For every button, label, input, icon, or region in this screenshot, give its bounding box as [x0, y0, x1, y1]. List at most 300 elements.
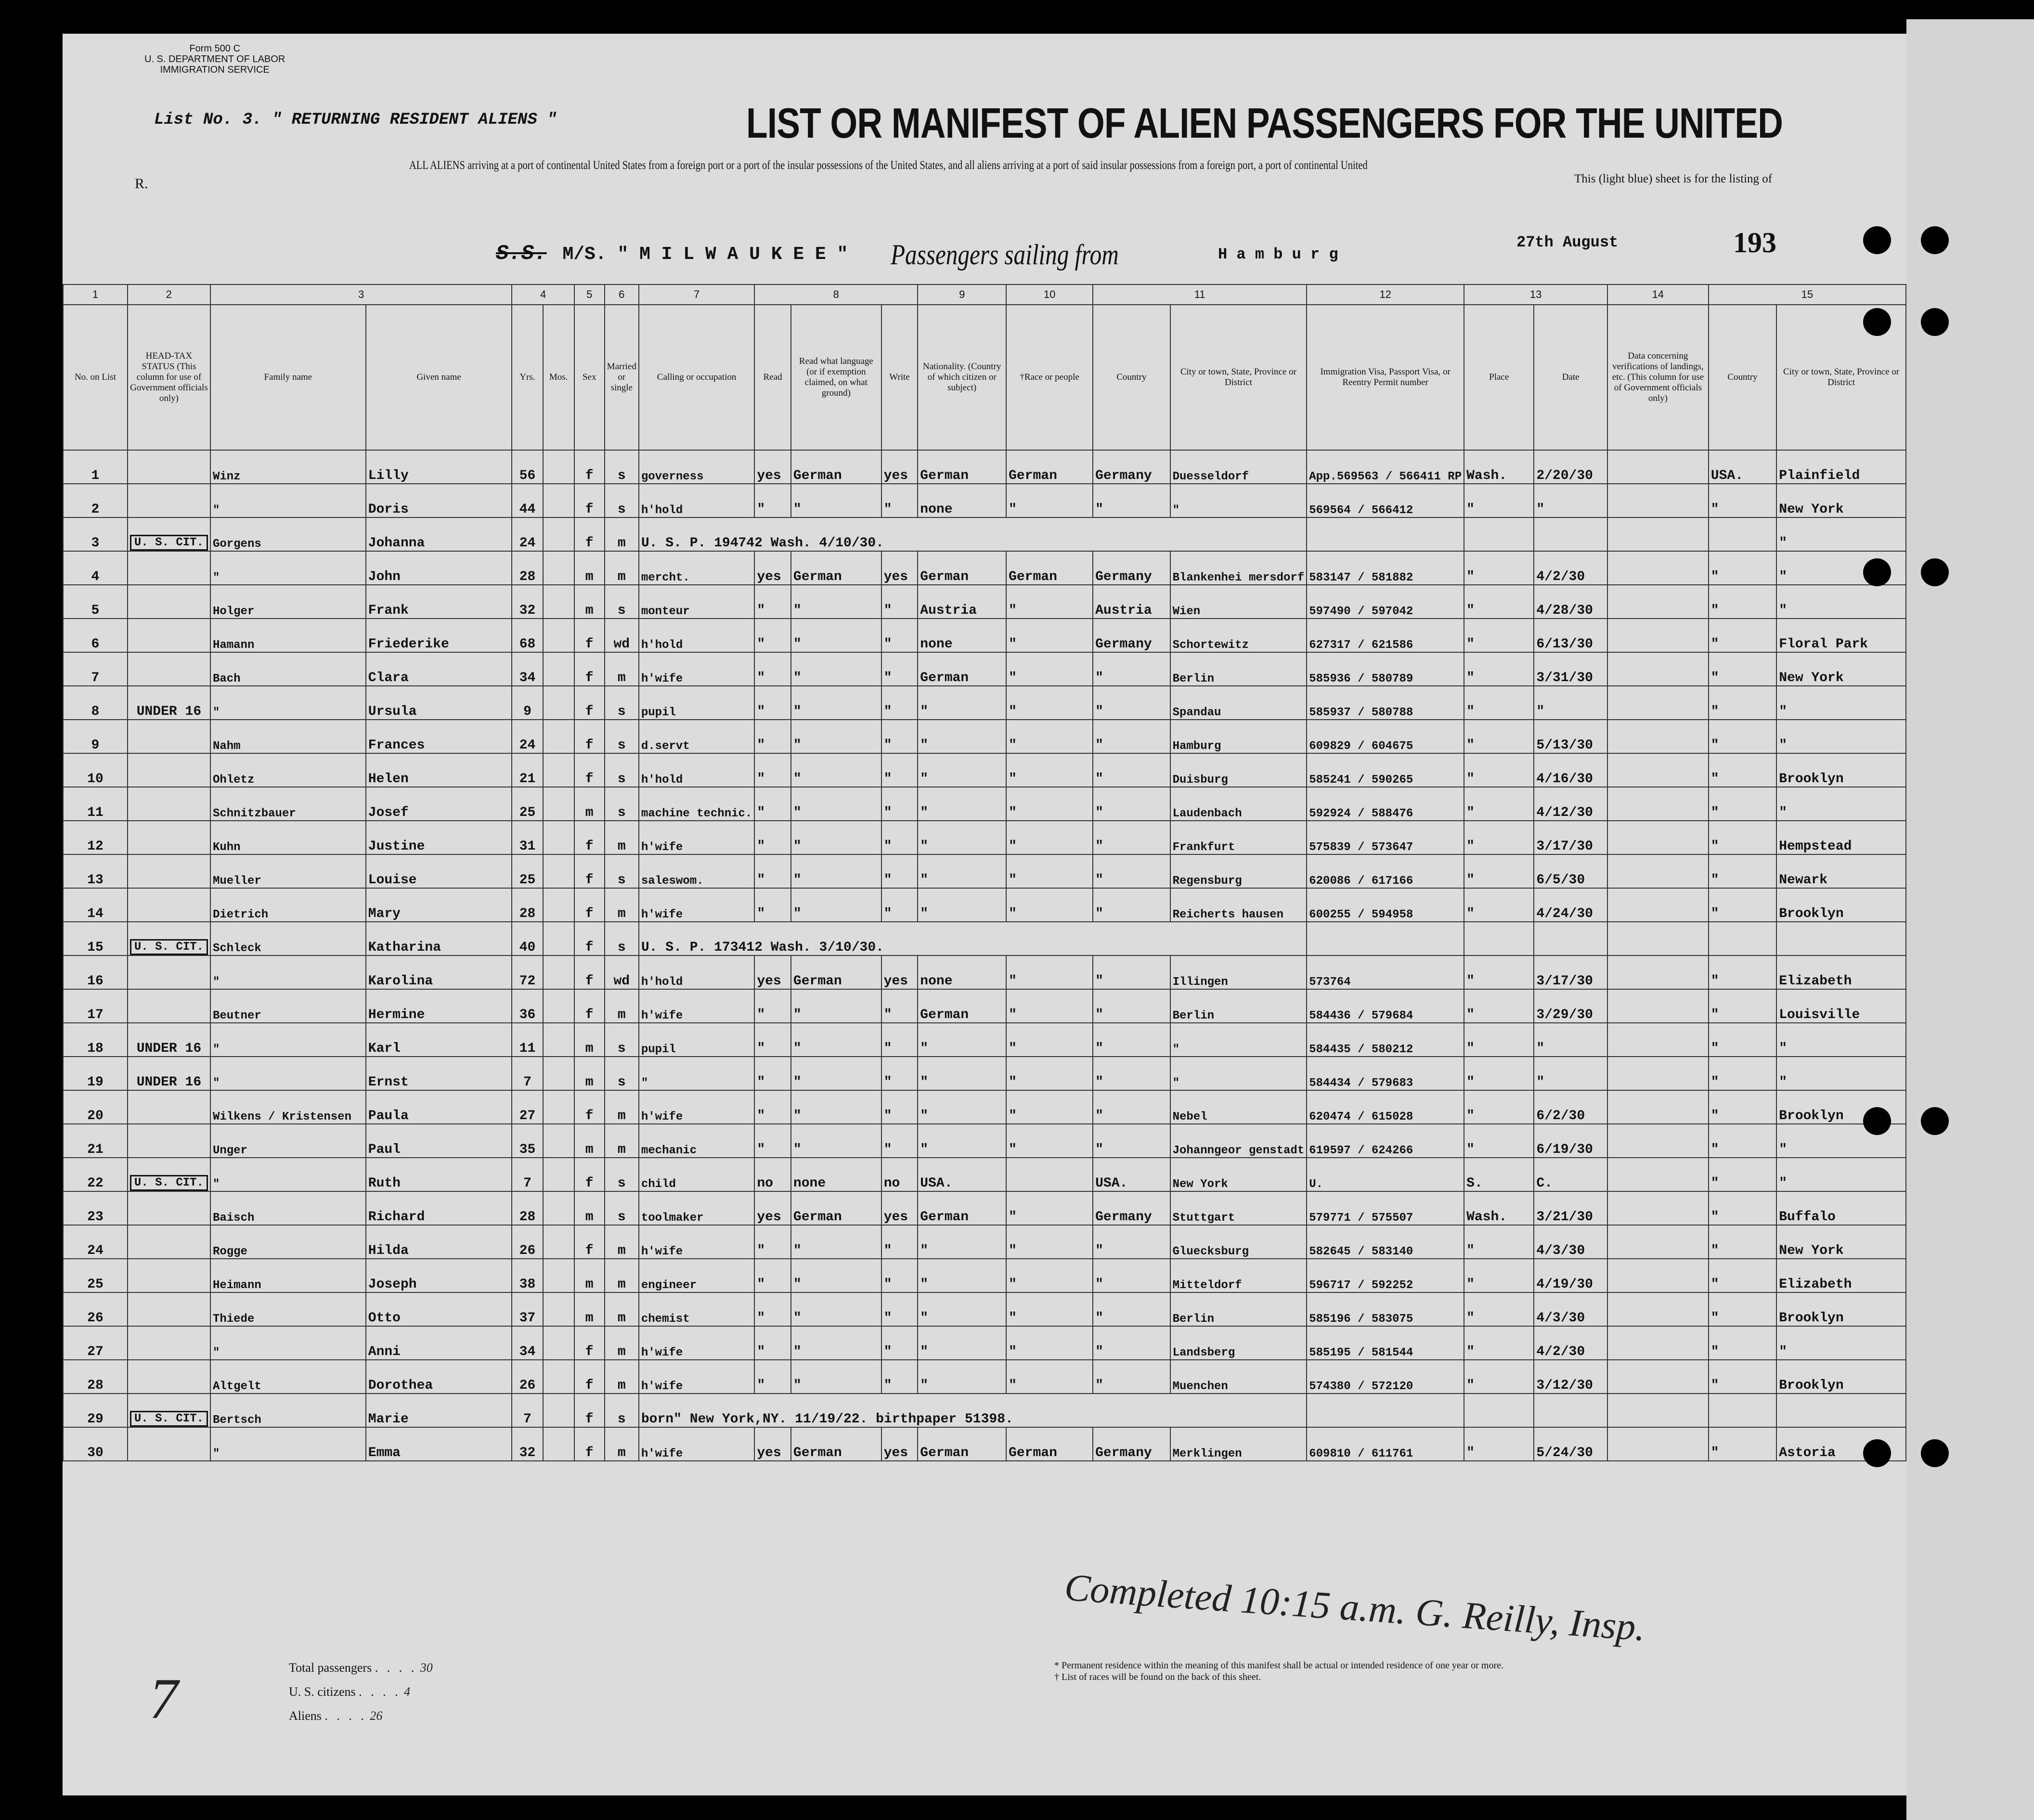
- cell-iplace: ": [1464, 1090, 1534, 1124]
- cell-sex: m: [574, 1259, 605, 1292]
- header-married: Married or single: [605, 305, 639, 450]
- cell-status: [128, 753, 210, 787]
- cell-calling: pupil: [639, 1023, 754, 1057]
- cell-empty: [1607, 652, 1709, 686]
- cell-calling: mercht.: [639, 551, 754, 585]
- cell-city: Berlin: [1170, 1292, 1307, 1326]
- cell-lang: ": [791, 686, 881, 720]
- cell-sex: f: [574, 686, 605, 720]
- cell-iplace: ": [1464, 652, 1534, 686]
- cell-nat: none: [918, 484, 1006, 517]
- cell-status: [128, 1225, 210, 1259]
- cell-read: yes: [754, 1191, 791, 1225]
- cell-calling: h'hold: [639, 753, 754, 787]
- cell-idate: 5/24/30: [1534, 1427, 1607, 1461]
- cell-read: ": [754, 1360, 791, 1394]
- total-passengers-value: 30: [420, 1661, 433, 1675]
- status-stamp: U. S. CIT.: [130, 1411, 208, 1427]
- cell-city: Reicherts hausen: [1170, 888, 1307, 922]
- cell-calling: pupil: [639, 686, 754, 720]
- cell-write: ": [881, 652, 918, 686]
- cell-status: [128, 652, 210, 686]
- cell-yrs: 44: [512, 484, 543, 517]
- cell-empty: [1607, 1394, 1709, 1427]
- cell-read: ": [754, 1259, 791, 1292]
- cell-ms: m: [605, 551, 639, 585]
- cell-country: ": [1093, 955, 1170, 989]
- cell-empty: [1607, 484, 1709, 517]
- cell-status: [128, 1090, 210, 1124]
- cell-given: Justine: [366, 821, 512, 854]
- cell-lang: ": [791, 787, 881, 821]
- cell-empty: [543, 787, 574, 821]
- cell-lang: ": [791, 1057, 881, 1090]
- cell-read: ": [754, 1326, 791, 1360]
- table-row: [63, 1292, 1906, 1326]
- cell-country: ": [1093, 686, 1170, 720]
- cell-read: ": [754, 686, 791, 720]
- punch-hole-icon: [1863, 558, 1891, 586]
- header-birth-country: Country: [1093, 305, 1170, 450]
- table-row: [63, 821, 1906, 854]
- cell-lang: German: [791, 450, 881, 484]
- cell-lang: ": [791, 854, 881, 888]
- cell-yrs: 37: [512, 1292, 543, 1326]
- cell-rcity: Brooklyn: [1776, 753, 1906, 787]
- cell-given: Doris: [366, 484, 512, 517]
- col-num: 11: [1093, 284, 1307, 305]
- cell-no: 4: [63, 551, 128, 585]
- cell-write: ": [881, 619, 918, 652]
- cell-family: Nahm: [210, 720, 366, 753]
- cell-visa: 600255 / 594958: [1307, 888, 1464, 922]
- cell-read: ": [754, 888, 791, 922]
- cell-rcity: ": [1776, 551, 1906, 585]
- cell-visa: 574380 / 572120: [1307, 1360, 1464, 1394]
- header-nationality: Nationality. (Country of which citizen or subject): [918, 305, 1006, 450]
- cell-read: ": [754, 753, 791, 787]
- col-num: 12: [1307, 284, 1464, 305]
- vessel-name: M/S. " M I L W A U K E E ": [562, 244, 848, 265]
- ss-struck: S.S.: [496, 242, 547, 266]
- cell-empty: [1607, 1225, 1709, 1259]
- cell-no: 1: [63, 450, 128, 484]
- cell-nat: ": [918, 787, 1006, 821]
- cell-country: Germany: [1093, 619, 1170, 652]
- cell-head-tax-status: [128, 517, 210, 551]
- cell-idate: ": [1534, 1057, 1607, 1090]
- cell-rcountry: ": [1709, 1057, 1776, 1090]
- cell-country: ": [1093, 1023, 1170, 1057]
- adjacent-sheet-edge: [1906, 19, 2034, 1820]
- cell-write: ": [881, 753, 918, 787]
- cell-idate: 4/16/30: [1534, 753, 1607, 787]
- cell-family: Baisch: [210, 1191, 366, 1225]
- cell-sex: f: [574, 1225, 605, 1259]
- cell-city: Duesseldorf: [1170, 450, 1307, 484]
- cell-country: Austria: [1093, 585, 1170, 619]
- footnote-races: † List of races will be found on the back of this sheet.: [1054, 1672, 1261, 1682]
- punch-hole-icon: [1863, 308, 1891, 336]
- cell-iplace: ": [1464, 1057, 1534, 1090]
- cell-empty: [1607, 753, 1709, 787]
- cell-write: ": [881, 1225, 918, 1259]
- cell-rcity: Elizabeth: [1776, 1259, 1906, 1292]
- cell-write: ": [881, 1326, 918, 1360]
- cell-rcountry: ": [1709, 821, 1776, 854]
- cell-empty: [1607, 551, 1709, 585]
- cell-read: ": [754, 787, 791, 821]
- cell-empty: [543, 821, 574, 854]
- cell-empty: [543, 1259, 574, 1292]
- cell-rcity: Brooklyn: [1776, 888, 1906, 922]
- cell-iplace: [1464, 517, 1534, 551]
- cell-read: ": [754, 1023, 791, 1057]
- cell-visa: 569564 / 566412: [1307, 484, 1464, 517]
- cell-empty: [1607, 1292, 1709, 1326]
- cell-lang: ": [791, 1225, 881, 1259]
- cell-iplace: ": [1464, 854, 1534, 888]
- cell-yrs: 7: [512, 1394, 543, 1427]
- cell-lang: ": [791, 888, 881, 922]
- cell-lang: none: [791, 1158, 881, 1191]
- sailing-year: 193: [1733, 227, 1776, 258]
- cell-write: no: [881, 1158, 918, 1191]
- cell-iplace: ": [1464, 619, 1534, 652]
- cell-no: 14: [63, 888, 128, 922]
- cell-family: ": [210, 484, 366, 517]
- cell-no: 13: [63, 854, 128, 888]
- cell-head-tax-status: [128, 1057, 210, 1090]
- cell-nat: ": [918, 1124, 1006, 1158]
- header-issued-date: Date: [1534, 305, 1607, 450]
- cell-yrs: 32: [512, 585, 543, 619]
- cell-given: Otto: [366, 1292, 512, 1326]
- total-passengers: Total passengers . . . . 30: [289, 1661, 433, 1675]
- cell-sex: f: [574, 1394, 605, 1427]
- cell-empty: [1607, 720, 1709, 753]
- cell-race: ": [1006, 787, 1093, 821]
- cell-given: Frances: [366, 720, 512, 753]
- table-row: [63, 484, 1906, 517]
- cell-idate: 3/29/30: [1534, 989, 1607, 1023]
- aliens-label: Aliens: [289, 1709, 322, 1723]
- cell-country: ": [1093, 888, 1170, 922]
- cell-nat: ": [918, 1057, 1006, 1090]
- cell-idate: 4/2/30: [1534, 1326, 1607, 1360]
- cell-read: no: [754, 1158, 791, 1191]
- cell-rcountry: ": [1709, 1124, 1776, 1158]
- table-row: [63, 686, 1906, 720]
- cell-no: 21: [63, 1124, 128, 1158]
- cell-given: Karl: [366, 1023, 512, 1057]
- col-num: 1: [63, 284, 128, 305]
- cell-visa: 579771 / 575507: [1307, 1191, 1464, 1225]
- cell-empty: [543, 1326, 574, 1360]
- cell-country: ": [1093, 1090, 1170, 1124]
- cell-family: Heimann: [210, 1259, 366, 1292]
- status-stamp: UNDER 16: [136, 704, 202, 719]
- header-language: Read what language (or if exemption claimed, on what ground): [791, 305, 881, 450]
- cell-ms: s: [605, 1023, 639, 1057]
- cell-sex: m: [574, 1124, 605, 1158]
- cell-calling: h'hold: [639, 619, 754, 652]
- cell-read: ": [754, 821, 791, 854]
- cell-visa: 585195 / 581544: [1307, 1326, 1464, 1360]
- cell-status: [128, 955, 210, 989]
- cell-iplace: ": [1464, 484, 1534, 517]
- cell-calling: h'wife: [639, 821, 754, 854]
- header-verifications: Data concerning verifications of landings, etc. (This column for use of Government officials only): [1607, 305, 1709, 450]
- cell-calling: mechanic: [639, 1124, 754, 1158]
- cell-status: [128, 888, 210, 922]
- cell-race: ": [1006, 484, 1093, 517]
- cell-yrs: 40: [512, 922, 543, 955]
- cell-sex: f: [574, 1090, 605, 1124]
- cell-given: Lilly: [366, 450, 512, 484]
- cell-empty: [543, 619, 574, 652]
- cell-visa: 584435 / 580212: [1307, 1023, 1464, 1057]
- cell-country: ": [1093, 787, 1170, 821]
- cell-family: Bach: [210, 652, 366, 686]
- cell-no: 3: [63, 517, 128, 551]
- cell-yrs: 24: [512, 517, 543, 551]
- cell-yrs: 72: [512, 955, 543, 989]
- cell-family: Gorgens: [210, 517, 366, 551]
- cell-status: [128, 1259, 210, 1292]
- cell-no: 27: [63, 1326, 128, 1360]
- cell-ms: s: [605, 922, 639, 955]
- cell-no: 11: [63, 787, 128, 821]
- cell-empty: [543, 551, 574, 585]
- cell-yrs: 9: [512, 686, 543, 720]
- cell-iplace: S.: [1464, 1158, 1534, 1191]
- cell-race: ": [1006, 619, 1093, 652]
- cell-visa: 592924 / 588476: [1307, 787, 1464, 821]
- cell-rcountry: ": [1709, 955, 1776, 989]
- cell-rcity: Brooklyn: [1776, 1360, 1906, 1394]
- cell-ms: m: [605, 1326, 639, 1360]
- cell-status: [128, 1191, 210, 1225]
- cell-iplace: Wash.: [1464, 450, 1534, 484]
- cell-write: ": [881, 1292, 918, 1326]
- cell-write: yes: [881, 1191, 918, 1225]
- cell-calling: h'wife: [639, 1360, 754, 1394]
- cell-rcountry: ": [1709, 1360, 1776, 1394]
- cell-rcity: Astoria: [1776, 1427, 1906, 1461]
- table-row: [63, 1090, 1906, 1124]
- cell-sex: f: [574, 1158, 605, 1191]
- cell-empty: [1607, 821, 1709, 854]
- cell-given: Hilda: [366, 1225, 512, 1259]
- cell-iplace: ": [1464, 955, 1534, 989]
- cell-write: ": [881, 1360, 918, 1394]
- passengers-sailing-from-label: Passengers sailing from: [891, 239, 1119, 271]
- cell-given: Ernst: [366, 1057, 512, 1090]
- cell-calling: born" New York,NY. 11/19/22. birthpaper 51398.: [639, 1394, 1307, 1427]
- cell-visa: 583147 / 581882: [1307, 551, 1464, 585]
- col-num: 9: [918, 284, 1006, 305]
- cell-rcountry: ": [1709, 720, 1776, 753]
- cell-rcity: Elizabeth: [1776, 955, 1906, 989]
- table-row: [63, 989, 1906, 1023]
- cell-calling: engineer: [639, 1259, 754, 1292]
- cell-iplace: ": [1464, 1360, 1534, 1394]
- cell-visa: 627317 / 621586: [1307, 619, 1464, 652]
- cell-visa: 609810 / 611761: [1307, 1427, 1464, 1461]
- header-birth-city: City or town, State, Province or District: [1170, 305, 1307, 450]
- cell-rcity: Brooklyn: [1776, 1292, 1906, 1326]
- cell-visa: 575839 / 573647: [1307, 821, 1464, 854]
- cell-given: Anni: [366, 1326, 512, 1360]
- cell-family: ": [210, 1158, 366, 1191]
- cell-ms: m: [605, 652, 639, 686]
- cell-empty: [1607, 854, 1709, 888]
- cell-empty: [543, 888, 574, 922]
- cell-visa: 585936 / 580789: [1307, 652, 1464, 686]
- cell-empty: [543, 854, 574, 888]
- header-given-name: Given name: [366, 305, 512, 450]
- cell-empty: [543, 955, 574, 989]
- cell-lang: German: [791, 551, 881, 585]
- cell-nat: ": [918, 720, 1006, 753]
- cell-country: ": [1093, 753, 1170, 787]
- cell-yrs: 27: [512, 1090, 543, 1124]
- col-num: 6: [605, 284, 639, 305]
- cell-country: ": [1093, 1292, 1170, 1326]
- cell-sex: f: [574, 821, 605, 854]
- cell-lang: German: [791, 955, 881, 989]
- cell-race: ": [1006, 585, 1093, 619]
- cell-empty: [1607, 989, 1709, 1023]
- cell-idate: 4/19/30: [1534, 1259, 1607, 1292]
- cell-nat: ": [918, 1360, 1006, 1394]
- cell-ms: m: [605, 989, 639, 1023]
- cell-calling: h'hold: [639, 955, 754, 989]
- cell-given: Emma: [366, 1427, 512, 1461]
- cell-rcountry: ": [1709, 1191, 1776, 1225]
- cell-rcountry: [1709, 1394, 1776, 1427]
- cell-ms: m: [605, 821, 639, 854]
- cell-read: ": [754, 989, 791, 1023]
- cell-status: [128, 1292, 210, 1326]
- cell-idate: 2/20/30: [1534, 450, 1607, 484]
- punch-hole-icon: [1863, 1439, 1891, 1467]
- column-header-row: [63, 305, 1906, 450]
- cell-nat: ": [918, 1225, 1006, 1259]
- cell-city: Nebel: [1170, 1090, 1307, 1124]
- cell-yrs: 28: [512, 551, 543, 585]
- cell-ms: s: [605, 1158, 639, 1191]
- cell-country: ": [1093, 1326, 1170, 1360]
- cell-lang: ": [791, 821, 881, 854]
- cell-nat: German: [918, 1191, 1006, 1225]
- cell-city: Frankfurt: [1170, 821, 1307, 854]
- cell-visa: 585937 / 580788: [1307, 686, 1464, 720]
- cell-rcountry: [1709, 922, 1776, 955]
- cell-race: ": [1006, 1124, 1093, 1158]
- cell-given: Karolina: [366, 955, 512, 989]
- cell-rcountry: ": [1709, 1326, 1776, 1360]
- cell-rcountry: ": [1709, 989, 1776, 1023]
- cell-yrs: 25: [512, 787, 543, 821]
- cell-lang: ": [791, 753, 881, 787]
- cell-country: ": [1093, 854, 1170, 888]
- cell-idate: 4/2/30: [1534, 551, 1607, 585]
- cell-write: ": [881, 989, 918, 1023]
- manifest-sheet: [63, 34, 1906, 1795]
- cell-visa: 596717 / 592252: [1307, 1259, 1464, 1292]
- cell-nat: German: [918, 1427, 1006, 1461]
- cell-status: [128, 787, 210, 821]
- cell-empty: [1607, 1057, 1709, 1090]
- punch-hole-icon: [1921, 1107, 1949, 1135]
- cell-status: [128, 619, 210, 652]
- cell-family: ": [210, 1427, 366, 1461]
- cell-lang: ": [791, 989, 881, 1023]
- cell-nat: USA.: [918, 1158, 1006, 1191]
- table-row: [63, 1225, 1906, 1259]
- table-row: [63, 1326, 1906, 1360]
- cell-sex: m: [574, 551, 605, 585]
- cell-rcity: ": [1776, 720, 1906, 753]
- service: IMMIGRATION SERVICE: [160, 65, 270, 75]
- cell-rcity: ": [1776, 1124, 1906, 1158]
- cell-ms: s: [605, 1057, 639, 1090]
- cell-empty: [1607, 585, 1709, 619]
- table-row: [63, 551, 1906, 585]
- cell-family: ": [210, 1023, 366, 1057]
- cell-city: Landsberg: [1170, 1326, 1307, 1360]
- cell-status: [128, 551, 210, 585]
- cell-no: 17: [63, 989, 128, 1023]
- cell-read: yes: [754, 450, 791, 484]
- cell-empty: [543, 652, 574, 686]
- cell-rcity: Louisville: [1776, 989, 1906, 1023]
- cell-no: 28: [63, 1360, 128, 1394]
- header-res-city: City or town, State, Province or District: [1776, 305, 1906, 450]
- punch-hole-icon: [1863, 1107, 1891, 1135]
- cell-nat: ": [918, 1292, 1006, 1326]
- cell-rcity: New York: [1776, 484, 1906, 517]
- cell-idate: [1534, 1394, 1607, 1427]
- cell-race: ": [1006, 1292, 1093, 1326]
- footnote-residence: * Permanent residence within the meaning of this manifest shall be actual or intended residence of one year or more.: [1054, 1660, 1504, 1671]
- cell-idate: 3/31/30: [1534, 652, 1607, 686]
- header-race: †Race or people: [1006, 305, 1093, 450]
- cell-yrs: 32: [512, 1427, 543, 1461]
- cell-family: Beutner: [210, 989, 366, 1023]
- cell-city: Wien: [1170, 585, 1307, 619]
- cell-rcity: New York: [1776, 1225, 1906, 1259]
- form-identifier: [144, 43, 285, 75]
- cell-given: John: [366, 551, 512, 585]
- table-row: [63, 517, 1906, 551]
- cell-ms: m: [605, 1090, 639, 1124]
- cell-empty: [543, 1191, 574, 1225]
- cell-empty: [1607, 1023, 1709, 1057]
- cell-ms: s: [605, 753, 639, 787]
- cell-city: Muenchen: [1170, 1360, 1307, 1394]
- cell-empty: [543, 686, 574, 720]
- cell-race: German: [1006, 450, 1093, 484]
- cell-nat: German: [918, 551, 1006, 585]
- cell-nat: ": [918, 1259, 1006, 1292]
- cell-calling: h'wife: [639, 1427, 754, 1461]
- cell-head-tax-status: [128, 922, 210, 955]
- cell-family: ": [210, 551, 366, 585]
- cell-read: yes: [754, 551, 791, 585]
